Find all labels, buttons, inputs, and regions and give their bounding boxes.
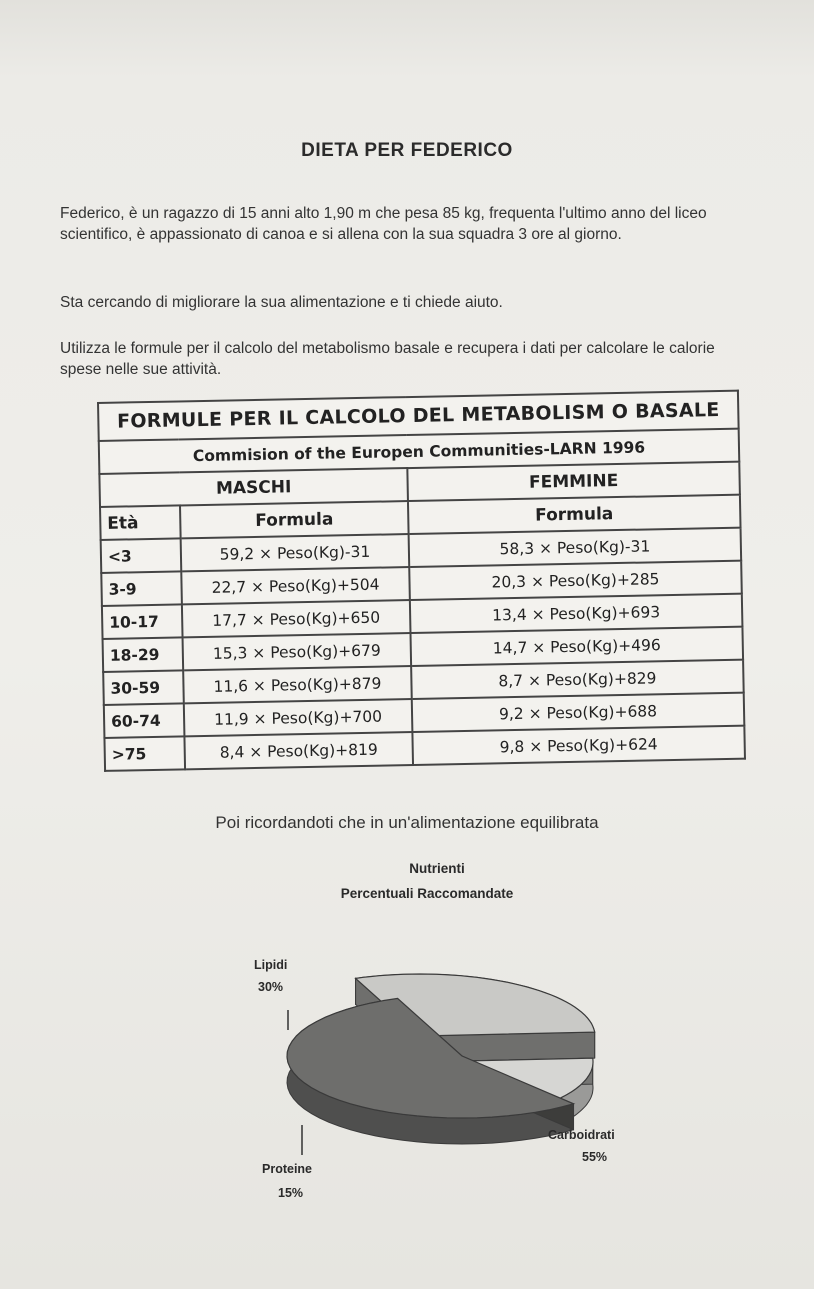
pie-label-carboidrati: Carboidrati (548, 1128, 615, 1142)
female-header: FEMMINE (407, 462, 740, 501)
age-cell: >75 (104, 736, 185, 771)
pie-label-proteine: Proteine (262, 1162, 313, 1176)
age-cell: 18-29 (103, 637, 184, 672)
metabolism-table-container (97, 390, 746, 782)
request-paragraph: Sta cercando di migliorare la sua alimentazione e ti chiede aiuto. (60, 294, 503, 311)
age-column-header: Età (100, 505, 181, 540)
pie-value-carboidrati: 55% (582, 1150, 608, 1164)
male-header: MASCHI (99, 468, 408, 507)
age-cell: 60-74 (104, 703, 185, 738)
instruction-paragraph: Utilizza le formule per il calcolo del metabolismo basale e recupera i dati per calcolare le calorie spese nelle sue attività. (60, 340, 715, 378)
female-formula-cell: 20,3 × Peso(Kg)+285 (409, 561, 742, 600)
female-formula-cell: 14,7 × Peso(Kg)+496 (410, 627, 743, 666)
pie-label-lipidi: Lipidi (254, 958, 288, 972)
female-formula-cell: 58,3 × Peso(Kg)-31 (409, 528, 742, 567)
female-formula-cell: 13,4 × Peso(Kg)+693 (410, 594, 743, 633)
metabolism-table (97, 390, 746, 772)
male-formula-cell: 22,7 × Peso(Kg)+504 (181, 567, 410, 604)
female-formula-cell: 8,7 × Peso(Kg)+829 (411, 660, 744, 699)
age-cell: 30-59 (103, 670, 184, 705)
male-formula-cell: 11,9 × Peso(Kg)+700 (184, 699, 413, 736)
female-formula-cell: 9,2 × Peso(Kg)+688 (412, 693, 745, 732)
male-formula-header: Formula (180, 501, 409, 538)
male-formula-cell: 8,4 × Peso(Kg)+819 (184, 732, 413, 769)
pie-value-lipidi: 30% (258, 980, 284, 994)
pie-value-proteine: 15% (278, 1186, 304, 1200)
chart-title: Nutrienti (409, 861, 465, 876)
male-formula-cell: 11,6 × Peso(Kg)+879 (183, 666, 412, 703)
intro-paragraph: Federico, è un ragazzo di 15 anni alto 1,90 m che pesa 85 kg, frequenta l'ultimo anno del liceo scientifico, è appassionato di canoa e si allena con la sua squadra 3 ore al giorno. (60, 205, 707, 243)
page-title: DIETA PER FEDERICO (301, 140, 513, 161)
age-cell: <3 (101, 538, 182, 573)
table-subtitle: Commision of the Europen Communities-LARN 1996 (99, 429, 740, 474)
female-formula-header: Formula (408, 495, 741, 534)
chart-subtitle: Percentuali Raccomandate (340, 886, 514, 901)
male-formula-cell: 15,3 × Peso(Kg)+679 (183, 633, 412, 670)
table-title: FORMULE PER IL CALCOLO DEL METABOLISM O BASALE (98, 391, 739, 441)
age-cell: 3-9 (101, 571, 182, 606)
age-cell: 10-17 (102, 604, 183, 639)
balanced-diet-sentence: Poi ricordandoti che in un'alimentazione equilibrata (215, 813, 599, 832)
male-formula-cell: 17,7 × Peso(Kg)+650 (182, 600, 411, 637)
male-formula-cell: 59,2 × Peso(Kg)-31 (181, 534, 410, 571)
female-formula-cell: 9,8 × Peso(Kg)+624 (412, 726, 745, 765)
